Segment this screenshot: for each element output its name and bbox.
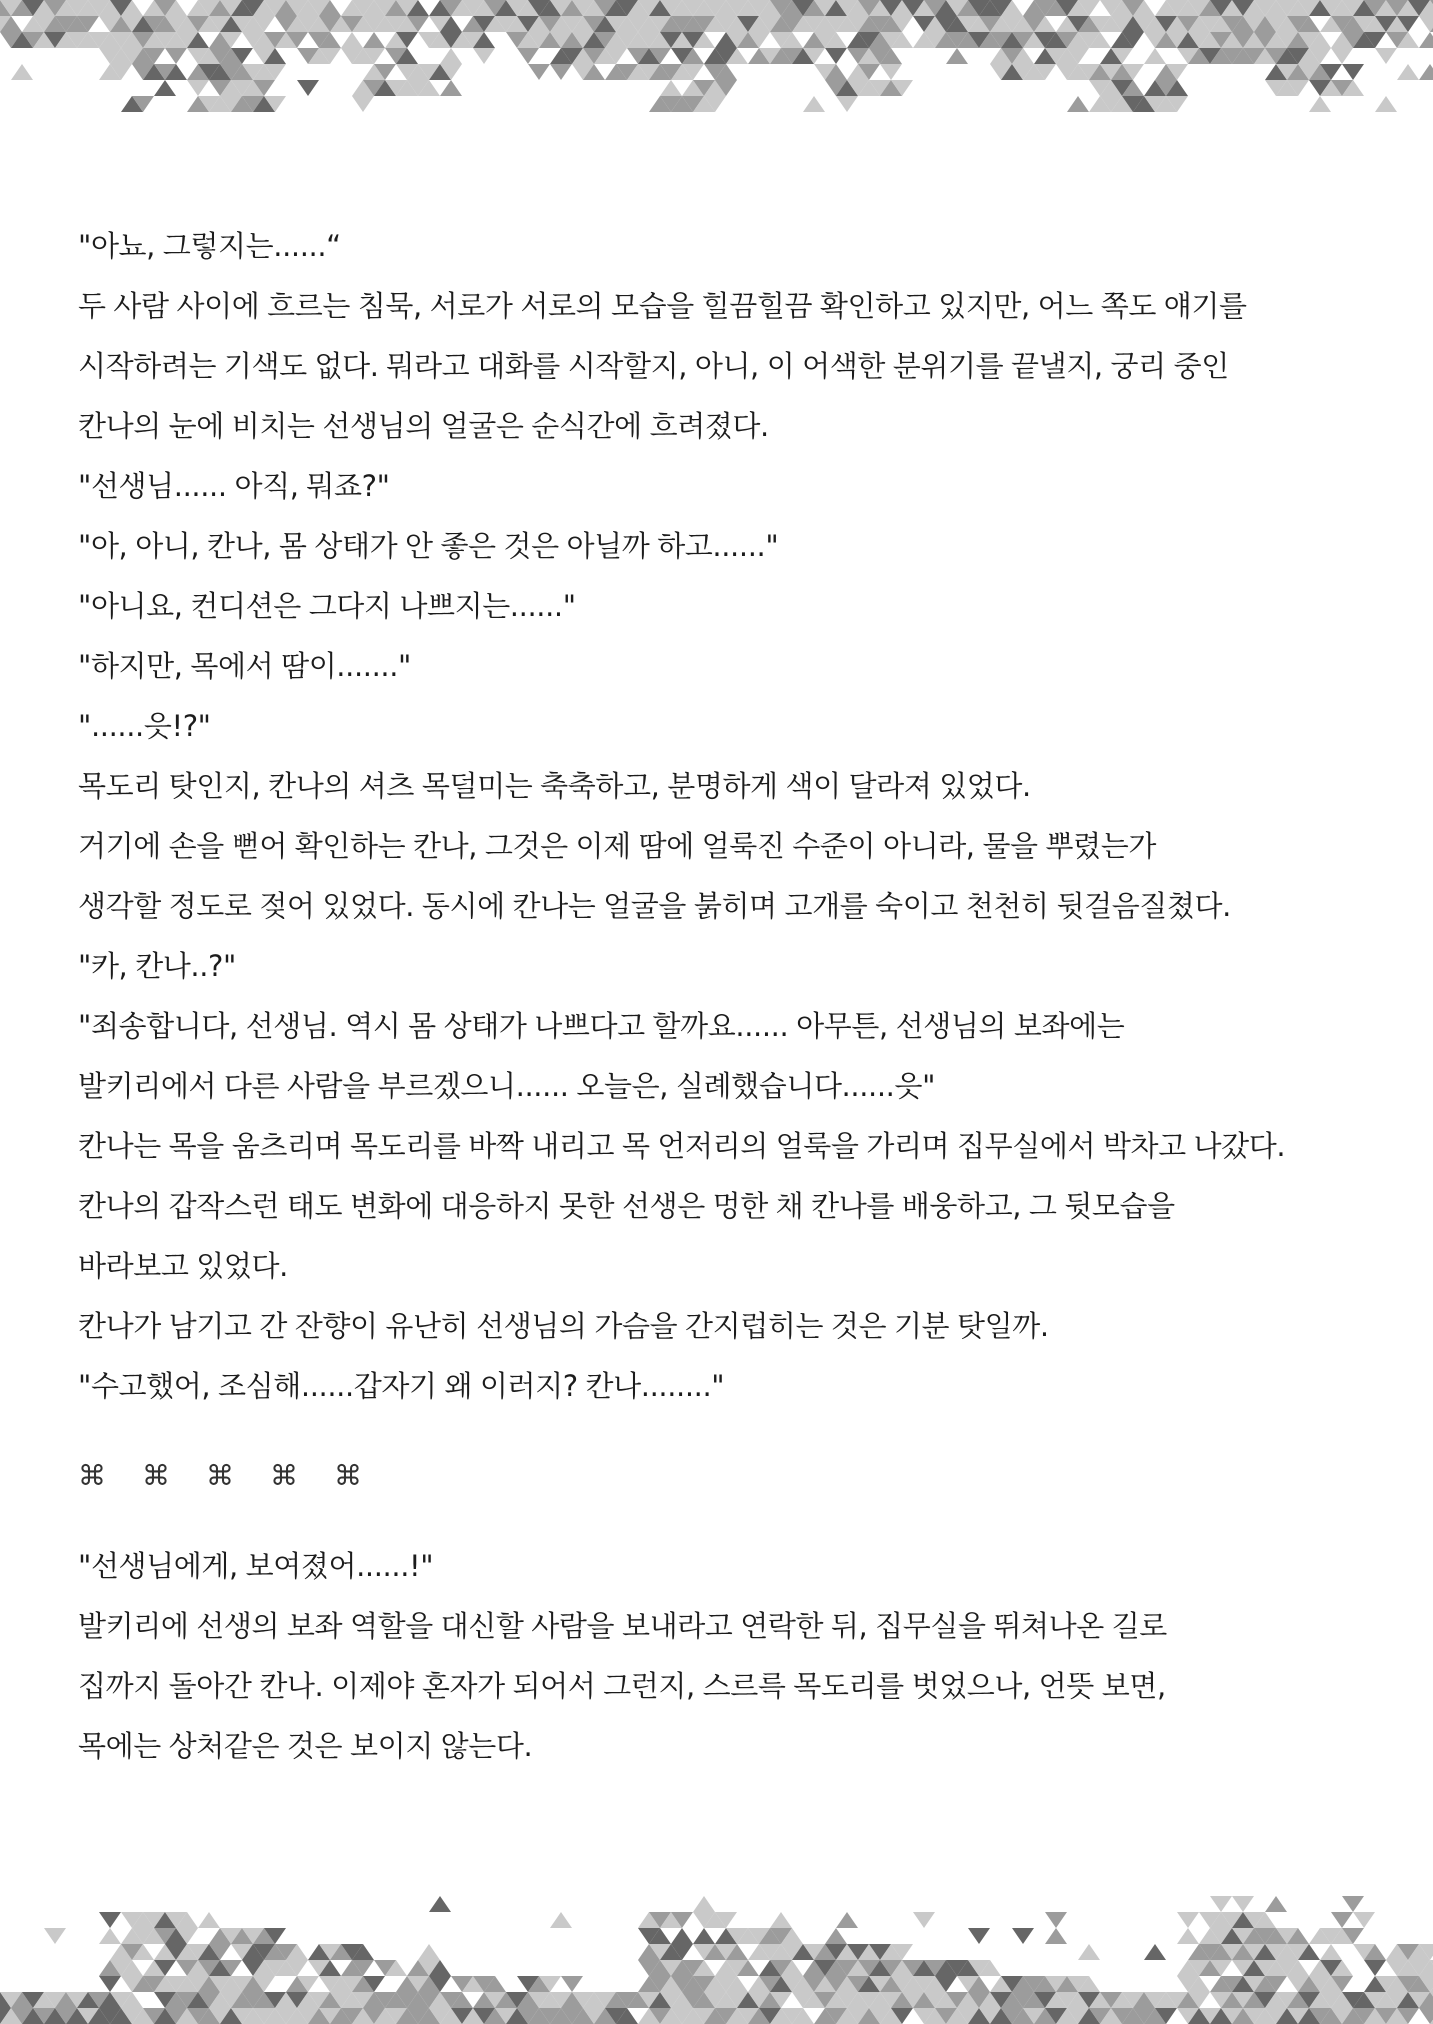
place-of-interest-symbol: ⌘: [334, 1459, 362, 1492]
text-line: 목에는 상처같은 것은 보이지 않는다.: [78, 1729, 533, 1763]
pattern-triangle: [1012, 1928, 1034, 1944]
pattern-triangle: [440, 80, 462, 96]
pattern-triangle: [550, 64, 572, 80]
pattern-triangle: [1419, 64, 1433, 80]
pattern-triangle: [1375, 96, 1397, 112]
pattern-triangle: [1342, 64, 1364, 80]
text-line: 칸나는 목을 움츠리며 목도리를 바짝 내리고 목 언저리의 얼룩을 가리며 집무실에서 박차고 나갔다.: [78, 1129, 1286, 1163]
pattern-triangle: [968, 1928, 990, 1944]
pattern-triangle: [1364, 1960, 1386, 1976]
pattern-triangle: [1045, 1928, 1067, 1944]
pattern-triangle: [1067, 96, 1089, 112]
pattern-triangle: [561, 1976, 583, 1992]
text-line: 바라보고 있었다.: [78, 1249, 288, 1283]
text-line: 발키리에 선생의 보좌 역할을 대신할 사람을 보내라고 연락한 뒤, 집무실을 뛰쳐나온 길로: [78, 1609, 1167, 1643]
pattern-triangle: [913, 1912, 935, 1928]
pattern-triangle: [1419, 32, 1433, 48]
dialogue-line: "수고했어, 조심해......갑자기 왜 이러지? 칸나........": [78, 1369, 725, 1403]
pattern-triangle: [99, 1976, 121, 1992]
pattern-triangle: [341, 32, 363, 48]
pattern-triangle: [880, 64, 902, 80]
pattern-triangle: [836, 96, 858, 112]
pattern-triangle: [1342, 1896, 1364, 1912]
pattern-triangle: [297, 80, 319, 96]
pattern-triangle: [671, 1928, 693, 1944]
pattern-triangle: [154, 80, 176, 96]
text-line: 거기에 손을 뻗어 확인하는 칸나, 그것은 이제 땀에 얼룩진 수준이 아니라, 물을 뿌렸는가: [78, 829, 1156, 863]
pattern-triangle: [1265, 1896, 1287, 1912]
pattern-triangle: [1232, 1896, 1254, 1912]
pattern-triangle: [825, 1928, 847, 1944]
story-text: [78, 216, 1378, 1776]
pattern-triangle: [1177, 1912, 1199, 1928]
text-line: 생각할 정도로 젖어 있었다. 동시에 칸나는 얼굴을 붉히며 고개를 숙이고 천천히 뒷걸음질쳤다.: [78, 889, 1231, 923]
pattern-triangle: [1353, 1912, 1375, 1928]
pattern-triangle: [528, 64, 550, 80]
pattern-triangle: [836, 1912, 858, 1928]
text-line: 두 사람 사이에 흐르는 침묵, 서로가 서로의 모습을 힐끔힐끔 확인하고 있지만, 어느 쪽도 얘기를: [78, 289, 1247, 323]
pattern-triangle: [1045, 1912, 1067, 1928]
pattern-triangle: [1309, 96, 1331, 112]
text-line: 칸나의 눈에 비치는 선생님의 얼굴은 순식간에 흐려졌다.: [78, 409, 769, 443]
pattern-triangle: [550, 1912, 572, 1928]
dialogue-line: "하지만, 목에서 땀이.......": [78, 649, 411, 683]
pattern-triangle: [660, 80, 682, 96]
place-of-interest-symbol: ⌘: [270, 1459, 298, 1492]
pattern-triangle: [1210, 1896, 1232, 1912]
top-triangle-pattern-border: [0, 0, 1433, 116]
scene-break-divider: [78, 1446, 1378, 1506]
pattern-triangle: [473, 48, 495, 64]
place-of-interest-symbol: ⌘: [142, 1459, 170, 1492]
pattern-triangle: [99, 1912, 121, 1928]
dialogue-line: "아, 아니, 칸나, 몸 상태가 안 좋은 것은 아닐까 하고......": [78, 529, 779, 563]
pattern-triangle: [165, 48, 187, 64]
text-section-after-divider: [78, 1536, 1378, 1776]
pattern-triangle: [198, 1912, 220, 1928]
pattern-triangle: [1419, 2008, 1433, 2024]
pattern-triangle: [1375, 48, 1397, 64]
pattern-triangle: [99, 1928, 121, 1944]
dialogue-line: "선생님에게, 보여졌어......!": [78, 1549, 434, 1583]
dialogue-line: "......읏!?": [78, 709, 211, 743]
pattern-triangle: [1419, 16, 1433, 32]
text-line: 집까지 돌아간 칸나. 이제야 혼자가 되어서 그런지, 스르륵 목도리를 벗었으나, 언뜻 보면,: [78, 1669, 1166, 1703]
pattern-triangle: [825, 48, 847, 64]
dialogue-line: 발키리에서 다른 사람을 부르겠으니...... 오늘은, 실례했습니다......읏": [78, 1069, 936, 1103]
pattern-triangle: [187, 80, 209, 96]
text-section-before-divider: [78, 216, 1378, 1416]
pattern-triangle: [1331, 48, 1353, 64]
pattern-triangle: [418, 1944, 440, 1960]
pattern-triangle: [517, 48, 539, 64]
pattern-triangle: [1078, 1944, 1100, 1960]
text-line: 칸나가 남기고 간 잔향이 유난히 선생님의 가슴을 간지럽히는 것은 기분 탓일까.: [78, 1309, 1049, 1343]
pattern-triangle: [429, 1896, 451, 1912]
text-line: "아뇨, 그렇지는......“: [78, 229, 341, 263]
pattern-triangle: [1397, 64, 1419, 80]
pattern-triangle: [363, 32, 385, 48]
text-line: 시작하려는 기색도 없다. 뭐라고 대화를 시작할지, 아니, 이 어색한 분위기를 끝낼지, 궁리 중인: [78, 349, 1229, 383]
pattern-triangle: [946, 48, 968, 64]
place-of-interest-symbol: ⌘: [78, 1459, 106, 1492]
dialogue-line: "아니요, 컨디션은 그다지 나쁘지는......": [78, 589, 576, 623]
pattern-triangle: [693, 1896, 715, 1912]
dialogue-line: "카, 칸나..?": [78, 949, 236, 983]
pattern-triangle: [1331, 1912, 1353, 1928]
pattern-triangle: [440, 48, 462, 64]
pattern-triangle: [1320, 1944, 1342, 1960]
pattern-triangle: [352, 96, 374, 112]
pattern-triangle: [770, 1912, 792, 1928]
pattern-triangle: [1144, 48, 1166, 64]
pattern-triangle: [1177, 1928, 1199, 1944]
place-of-interest-symbol: ⌘: [206, 1459, 234, 1492]
pattern-triangle: [693, 1928, 715, 1944]
text-line: 칸나의 갑작스런 태도 변화에 대응하지 못한 선생은 멍한 채 칸나를 배웅하고, 그 뒷모습을: [78, 1189, 1175, 1223]
pattern-triangle: [44, 1928, 66, 1944]
pattern-triangle: [803, 96, 825, 112]
pattern-triangle: [11, 64, 33, 80]
text-line: 목도리 탓인지, 칸나의 셔츠 목덜미는 축축하고, 분명하게 색이 달라져 있었다.: [78, 769, 1031, 803]
bottom-triangle-pattern-border: [0, 1892, 1433, 2024]
dialogue-line: "죄송합니다, 선생님. 역시 몸 상태가 나쁘다고 할까요...... 아무튼, 선생님의 보좌에는: [78, 1009, 1125, 1043]
pattern-triangle: [1144, 1944, 1166, 1960]
dialogue-line: "선생님...... 아직, 뭐죠?": [78, 469, 390, 503]
